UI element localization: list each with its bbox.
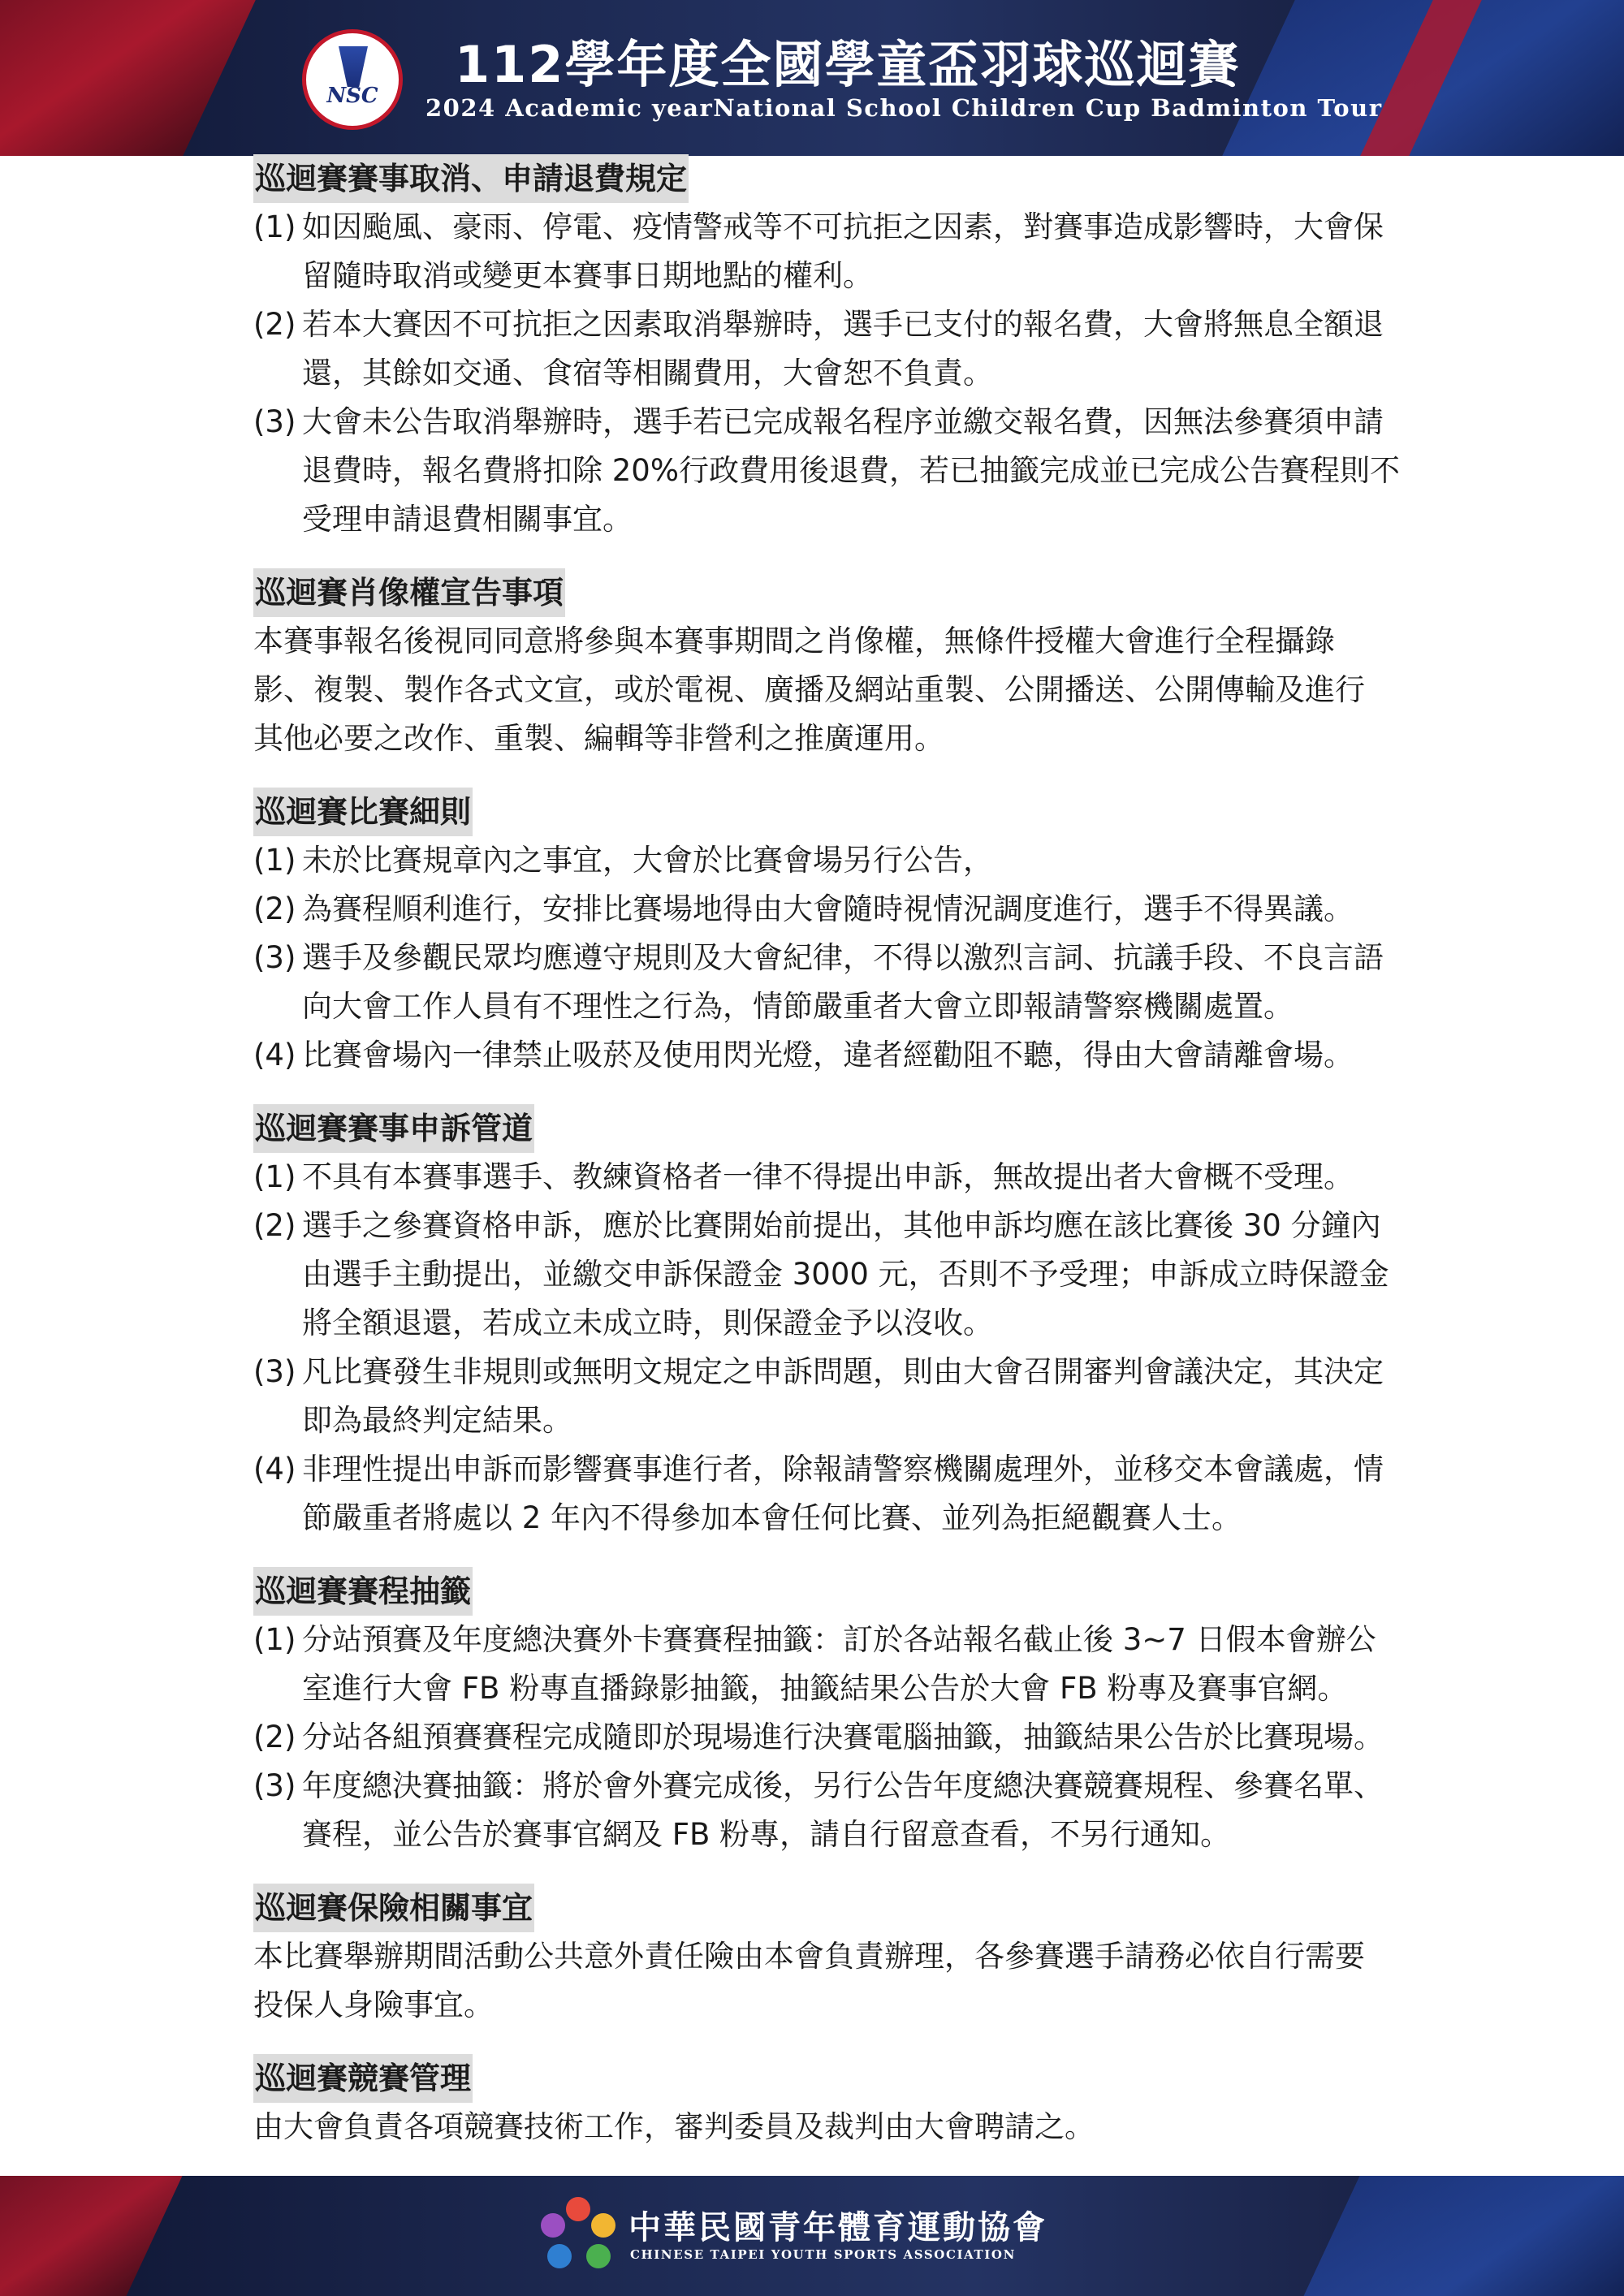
section — [253, 154, 1504, 544]
paragraph-line: 本比賽舉辦期間活動公共意外責任險由本會負責辦理，各參賽選手請務必依自行需要 — [253, 1939, 1365, 1974]
list-item-number: (4) — [253, 1452, 296, 1487]
list-item — [253, 203, 1504, 300]
logo-text: NSC — [326, 84, 378, 108]
list-item-line: 即為最終判定結果。 — [302, 1403, 572, 1438]
list-item-number: (3) — [253, 940, 296, 975]
list-item-line: 分站各組預賽賽程完成隨即於現場進行決賽電腦抽籤，抽籤結果公告於比賽現場。 — [302, 1720, 1384, 1754]
list-item-line: 受理申請退費相關事宜。 — [302, 502, 633, 537]
list-item-line: 不具有本賽事選手、教練資格者一律不得提出申訴，無故提出者大會概不受理。 — [302, 1159, 1354, 1194]
list-item-number: (2) — [253, 307, 296, 342]
list-item — [253, 1713, 1504, 1762]
footer-banner — [0, 2176, 1624, 2296]
section-heading: 巡迴賽賽程抽籤 — [253, 1567, 473, 1616]
nsc-logo-icon — [302, 29, 403, 130]
paragraph-line: 由大會負責各項競賽技術工作，審判委員及裁判由大會聘請之。 — [253, 2109, 1095, 2144]
shuttlecock-icon — [339, 46, 368, 87]
list-item-number: (3) — [253, 1768, 296, 1803]
association-logo-icon — [539, 2197, 617, 2275]
page-title: 112學年度全國學童盃羽球巡迴賽 — [455, 35, 1241, 94]
section — [253, 1104, 1504, 1543]
list-item-line: 向大會工作人員有不理性之行為，情節嚴重者大會立即報請警察機關處置。 — [302, 989, 1294, 1024]
list-item — [253, 836, 1504, 885]
section — [253, 2054, 1504, 2151]
list-item — [253, 1202, 1504, 1348]
page-subtitle: 2024 Academic yearNational School Children Cup Badminton Tour — [425, 94, 1383, 122]
list-item-line: 選手之參賽資格申訴，應於比賽開始前提出，其他申訴均應在該比賽後 30 分鐘內 — [302, 1208, 1381, 1243]
section — [253, 788, 1504, 1080]
section-heading: 巡迴賽肖像權宣告事項 — [253, 568, 565, 617]
list-item-number: (4) — [253, 1038, 296, 1072]
organization-name: 中華民國青年體育運動協會 — [628, 2209, 1047, 2246]
header-banner — [0, 0, 1624, 156]
list-item-line: 大會未公告取消舉辦時，選手若已完成報名程序並繳交報名費，因無法參賽須申請 — [302, 404, 1384, 439]
list-item — [253, 1445, 1504, 1543]
list-item-line: 分站預賽及年度總決賽外卡賽賽程抽籤：訂於各站報名截止後 3~7 日假本會辦公 — [302, 1622, 1376, 1657]
list-item-number: (1) — [253, 843, 296, 878]
paragraph-line: 投保人身險事宜。 — [253, 1987, 494, 2022]
list-item — [253, 398, 1504, 544]
section-heading: 巡迴賽保險相關事宜 — [253, 1884, 534, 1932]
list-item-line: 未於比賽規章內之事宜，大會於比賽會場另行公告， — [302, 843, 993, 878]
list-item-line: 賽程，並公告於賽事官網及 FB 粉專，請自行留意查看，不另行通知。 — [302, 1817, 1231, 1852]
list-item-line: 由選手主動提出，並繳交申訴保證金 3000 元，否則不予受理；申訴成立時保證金 — [302, 1257, 1389, 1292]
list-item — [253, 300, 1504, 398]
list-item-line: 若本大賽因不可抗拒之因素取消舉辦時，選手已支付的報名費，大會將無息全額退 — [302, 307, 1384, 342]
section-heading: 巡迴賽比賽細則 — [253, 788, 473, 836]
list-item — [253, 1348, 1504, 1445]
list-item-line: 如因颱風、豪雨、停電、疫情警戒等不可抗拒之因素，對賽事造成影響時，大會保 — [302, 209, 1384, 244]
list-item-line: 選手及參觀民眾均應遵守規則及大會紀律，不得以激烈言詞、抗議手段、不良言語 — [302, 940, 1384, 975]
footer-blue-stripe — [1303, 2176, 1624, 2296]
list-item-line: 還，其餘如交通、食宿等相關費用，大會恕不負責。 — [302, 356, 993, 391]
list-item-line: 為賽程順利進行，安排比賽場地得由大會隨時視情況調度進行，選手不得異議。 — [302, 891, 1354, 926]
list-item-line: 留隨時取消或變更本賽事日期地點的權利。 — [302, 258, 873, 293]
section — [253, 1567, 1504, 1859]
list-item-number: (2) — [253, 1208, 296, 1243]
list-item-line: 節嚴重者將處以 2 年內不得參加本會任何比賽、並列為拒絕觀賽人士。 — [302, 1500, 1242, 1535]
organization-name-english: CHINESE TAIPEI YOUTH SPORTS ASSOCIATION — [630, 2247, 1016, 2262]
list-item-number: (3) — [253, 404, 296, 439]
section — [253, 1884, 1504, 2030]
paragraph-line: 其他必要之改作、重製、編輯等非營利之推廣運用。 — [253, 721, 944, 756]
section-heading: 巡迴賽競賽管理 — [253, 2054, 473, 2103]
list-item-line: 退費時，報名費將扣除 20%行政費用後退費，若已抽籤完成並已完成公告賽程則不 — [302, 453, 1400, 488]
list-item-line: 年度總決賽抽籤：將於會外賽完成後，另行公告年度總決賽競賽規程、參賽名單、 — [302, 1768, 1384, 1803]
list-item — [253, 885, 1504, 934]
section-heading: 巡迴賽賽事申訴管道 — [253, 1104, 534, 1153]
list-item-number: (1) — [253, 209, 296, 244]
list-item-number: (2) — [253, 1720, 296, 1754]
list-item-number: (1) — [253, 1159, 296, 1194]
list-item-line: 將全額退還，若成立未成立時，則保證金予以沒收。 — [302, 1306, 993, 1340]
section-heading: 巡迴賽賽事取消、申請退費規定 — [253, 154, 689, 203]
list-item — [253, 1762, 1504, 1859]
paragraph-line: 本賽事報名後視同同意將參與本賽事期間之肖像權，無條件授權大會進行全程攝錄 — [253, 624, 1335, 658]
list-item — [253, 1153, 1504, 1202]
list-item-line: 凡比賽發生非規則或無明文規定之申訴問題，則由大會召開審判會議決定，其決定 — [302, 1354, 1384, 1389]
list-item-line: 比賽會場內一律禁止吸菸及使用閃光燈，違者經勸阻不聽，得由大會請離會場。 — [302, 1038, 1354, 1072]
list-item — [253, 934, 1504, 1031]
list-item — [253, 1031, 1504, 1080]
list-item-number: (3) — [253, 1354, 296, 1389]
section — [253, 568, 1504, 763]
document-body — [253, 154, 1504, 2151]
paragraph-line: 影、複製、製作各式文宣，或於電視、廣播及網站重製、公開播送、公開傳輸及進行 — [253, 672, 1365, 707]
list-item-line: 非理性提出申訴而影響賽事進行者，除報請警察機關處理外，並移交本會議處，情 — [302, 1452, 1384, 1487]
list-item-number: (2) — [253, 891, 296, 926]
footer-red-stripe — [0, 2176, 183, 2296]
header-red-stripe — [0, 0, 256, 156]
list-item-number: (1) — [253, 1622, 296, 1657]
list-item — [253, 1616, 1504, 1713]
list-item-line: 室進行大會 FB 粉專直播錄影抽籤，抽籤結果公告於大會 FB 粉專及賽事官網。 — [302, 1671, 1348, 1706]
